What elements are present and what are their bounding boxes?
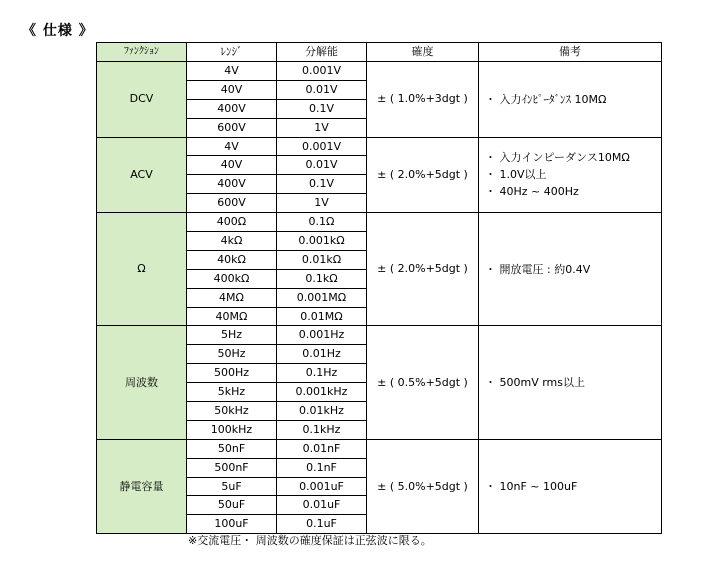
range-cell: 50nF: [187, 439, 277, 458]
range-cell: 400V: [187, 175, 277, 194]
accuracy-cell: ± ( 2.0%+5dgt ): [367, 137, 479, 213]
header-notes: 備考: [479, 43, 662, 62]
resolution-cell: 0.01kΩ: [277, 250, 367, 269]
range-cell: 4V: [187, 137, 277, 156]
range-cell: 50kHz: [187, 402, 277, 421]
function-cell: 静電容量: [97, 439, 187, 533]
resolution-cell: 0.1V: [277, 99, 367, 118]
notes-cell: [479, 439, 662, 533]
resolution-cell: 0.001Hz: [277, 326, 367, 345]
range-cell: 100kHz: [187, 420, 277, 439]
resolution-cell: 0.001V: [277, 137, 367, 156]
note-line: ・ 1.0V以上: [485, 168, 547, 182]
resolution-cell: 1V: [277, 194, 367, 213]
range-cell: 40MΩ: [187, 307, 277, 326]
range-cell: 5kHz: [187, 383, 277, 402]
range-cell: 50uF: [187, 496, 277, 515]
notes-cell: [479, 326, 662, 439]
table-row: [97, 213, 662, 232]
note-line: ・ 40Hz ~ 400Hz: [485, 185, 579, 199]
resolution-cell: 0.01nF: [277, 439, 367, 458]
range-cell: 400Ω: [187, 213, 277, 232]
range-cell: 4MΩ: [187, 288, 277, 307]
table-row: [97, 137, 662, 156]
spec-table: [96, 42, 662, 534]
page-heading: 《 仕様 》: [22, 23, 94, 39]
resolution-cell: 0.1Hz: [277, 364, 367, 383]
resolution-cell: 0.01V: [277, 80, 367, 99]
range-cell: 40kΩ: [187, 250, 277, 269]
table-row: [97, 439, 662, 458]
resolution-cell: 0.001uF: [277, 477, 367, 496]
range-cell: 600V: [187, 118, 277, 137]
function-cell: DCV: [97, 62, 187, 138]
range-cell: 4kΩ: [187, 232, 277, 251]
note-line: ・ 入力ｲﾝﾋﾟｰﾀﾞﾝｽ 10MΩ: [485, 92, 607, 106]
resolution-cell: 0.001kΩ: [277, 232, 367, 251]
resolution-cell: 0.1Ω: [277, 213, 367, 232]
notes-cell: [479, 137, 662, 213]
note-line: ・ 500mV rms以上: [485, 376, 586, 390]
resolution-cell: 0.1V: [277, 175, 367, 194]
range-cell: 40V: [187, 156, 277, 175]
function-cell: 周波数: [97, 326, 187, 439]
range-cell: 500Hz: [187, 364, 277, 383]
range-cell: 500nF: [187, 458, 277, 477]
range-cell: 600V: [187, 194, 277, 213]
accuracy-cell: ± ( 5.0%+5dgt ): [367, 439, 479, 533]
resolution-cell: 0.01V: [277, 156, 367, 175]
function-cell: Ω: [97, 213, 187, 326]
header-range: ﾚﾝｼﾞ: [187, 43, 277, 62]
resolution-cell: 0.1kHz: [277, 420, 367, 439]
table-row: [97, 62, 662, 81]
range-cell: 4V: [187, 62, 277, 81]
range-cell: 40V: [187, 80, 277, 99]
resolution-cell: 1V: [277, 118, 367, 137]
footnote: ※交流電圧・ 周波数の確度保証は正弦波に限る。: [188, 534, 432, 547]
resolution-cell: 0.1uF: [277, 515, 367, 534]
resolution-cell: 0.001MΩ: [277, 288, 367, 307]
resolution-cell: 0.001kHz: [277, 383, 367, 402]
header-function: ﾌｧﾝｸｼｮﾝ: [97, 43, 187, 62]
note-line: ・ 開放電圧 : 約0.4V: [485, 262, 591, 276]
resolution-cell: 0.01uF: [277, 496, 367, 515]
range-cell: 50Hz: [187, 345, 277, 364]
resolution-cell: 0.01MΩ: [277, 307, 367, 326]
resolution-cell: 0.1kΩ: [277, 269, 367, 288]
resolution-cell: 0.01kHz: [277, 402, 367, 421]
range-cell: 5uF: [187, 477, 277, 496]
table-row: [97, 326, 662, 345]
range-cell: 5Hz: [187, 326, 277, 345]
notes-cell: [479, 62, 662, 138]
resolution-cell: 0.001V: [277, 62, 367, 81]
resolution-cell: 0.1nF: [277, 458, 367, 477]
accuracy-cell: ± ( 1.0%+3dgt ): [367, 62, 479, 138]
accuracy-cell: ± ( 2.0%+5dgt ): [367, 213, 479, 326]
accuracy-cell: ± ( 0.5%+5dgt ): [367, 326, 479, 439]
range-cell: 400kΩ: [187, 269, 277, 288]
header-accuracy: 確度: [367, 43, 479, 62]
function-cell: ACV: [97, 137, 187, 213]
range-cell: 400V: [187, 99, 277, 118]
note-line: ・ 10nF ~ 100uF: [485, 480, 578, 494]
resolution-cell: 0.01Hz: [277, 345, 367, 364]
table-header-row: [97, 43, 662, 62]
note-line: ・ 入力インピーダンス10MΩ: [485, 151, 630, 165]
notes-cell: [479, 213, 662, 326]
header-resolution: 分解能: [277, 43, 367, 62]
spec-table-body: [97, 62, 662, 534]
range-cell: 100uF: [187, 515, 277, 534]
